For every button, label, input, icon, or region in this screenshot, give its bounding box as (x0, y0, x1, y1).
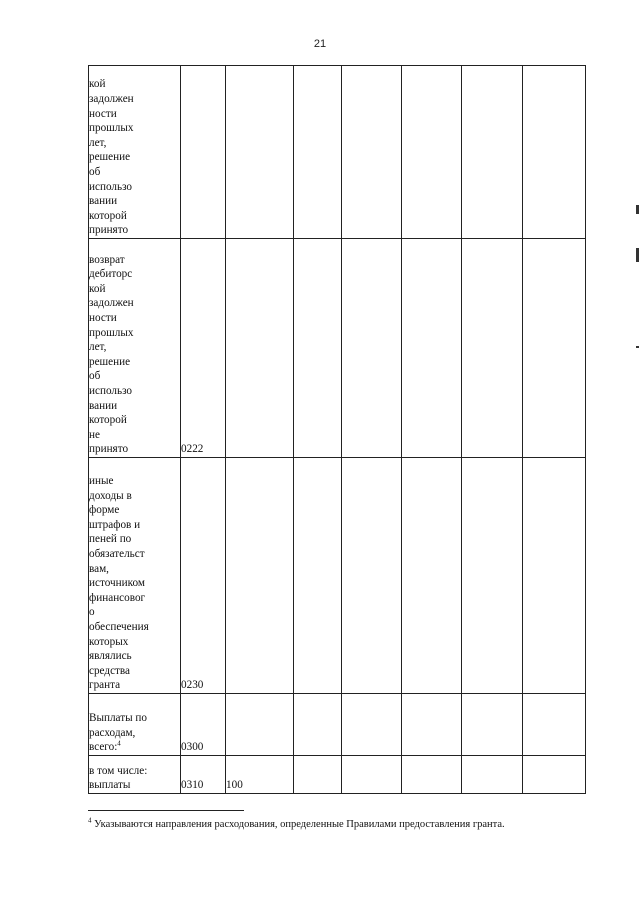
empty-cell (462, 694, 523, 756)
row-code: 0230 (181, 458, 226, 694)
footnote-separator (88, 810, 244, 811)
footnote (88, 818, 608, 831)
row-value (226, 694, 294, 756)
page-number: 21 (313, 38, 327, 50)
row-value (226, 66, 294, 239)
row-label: возврат дебиторс кой задолжен ности прошлых лет, решение об использо вании которой не принято (89, 239, 181, 458)
empty-cell (462, 239, 523, 458)
empty-cell (523, 694, 586, 756)
empty-cell (462, 66, 523, 239)
row-code (181, 66, 226, 239)
table-row (89, 458, 586, 694)
empty-cell (462, 458, 523, 694)
empty-cell (294, 66, 342, 239)
scan-margin-mark (636, 248, 639, 262)
table-row (89, 756, 586, 794)
row-code: 0222 (181, 239, 226, 458)
empty-cell (342, 694, 402, 756)
report-table (88, 65, 586, 794)
footnote-reference: 4 (117, 739, 121, 748)
table-row (89, 694, 586, 756)
empty-cell (294, 694, 342, 756)
table-row (89, 66, 586, 239)
row-label: в том числе: выплаты (89, 756, 181, 794)
empty-cell (294, 239, 342, 458)
empty-cell (523, 239, 586, 458)
empty-cell (294, 458, 342, 694)
row-label: кой задолжен ности прошлых лет, решение об использо вании которой принято (89, 66, 181, 239)
row-value (226, 458, 294, 694)
footnote-text: Указываются направления расходования, определенные Правилами предоставления гранта. (91, 819, 505, 830)
empty-cell (294, 756, 342, 794)
row-value (226, 239, 294, 458)
row-code: 0300 (181, 694, 226, 756)
row-code: 0310 (181, 756, 226, 794)
empty-cell (342, 66, 402, 239)
footnote-marker: 4 (88, 816, 92, 825)
empty-cell (402, 66, 462, 239)
empty-cell (342, 239, 402, 458)
row-label: иные доходы в форме штрафов и пеней по обязательст вам, источником финансовог о обеспечения которых являлись средства гранта (89, 458, 181, 694)
table-row (89, 239, 586, 458)
empty-cell (342, 458, 402, 694)
empty-cell (462, 756, 523, 794)
empty-cell (523, 458, 586, 694)
row-label-text: Выплаты по расходам, всего: (89, 712, 148, 754)
empty-cell (523, 66, 586, 239)
row-label (89, 694, 181, 756)
scan-margin-mark (636, 205, 639, 214)
empty-cell (402, 694, 462, 756)
empty-cell (402, 239, 462, 458)
empty-cell (342, 756, 402, 794)
empty-cell (402, 756, 462, 794)
scan-margin-mark (636, 346, 639, 348)
empty-cell (523, 756, 586, 794)
row-value: 100 (226, 756, 294, 794)
empty-cell (402, 458, 462, 694)
